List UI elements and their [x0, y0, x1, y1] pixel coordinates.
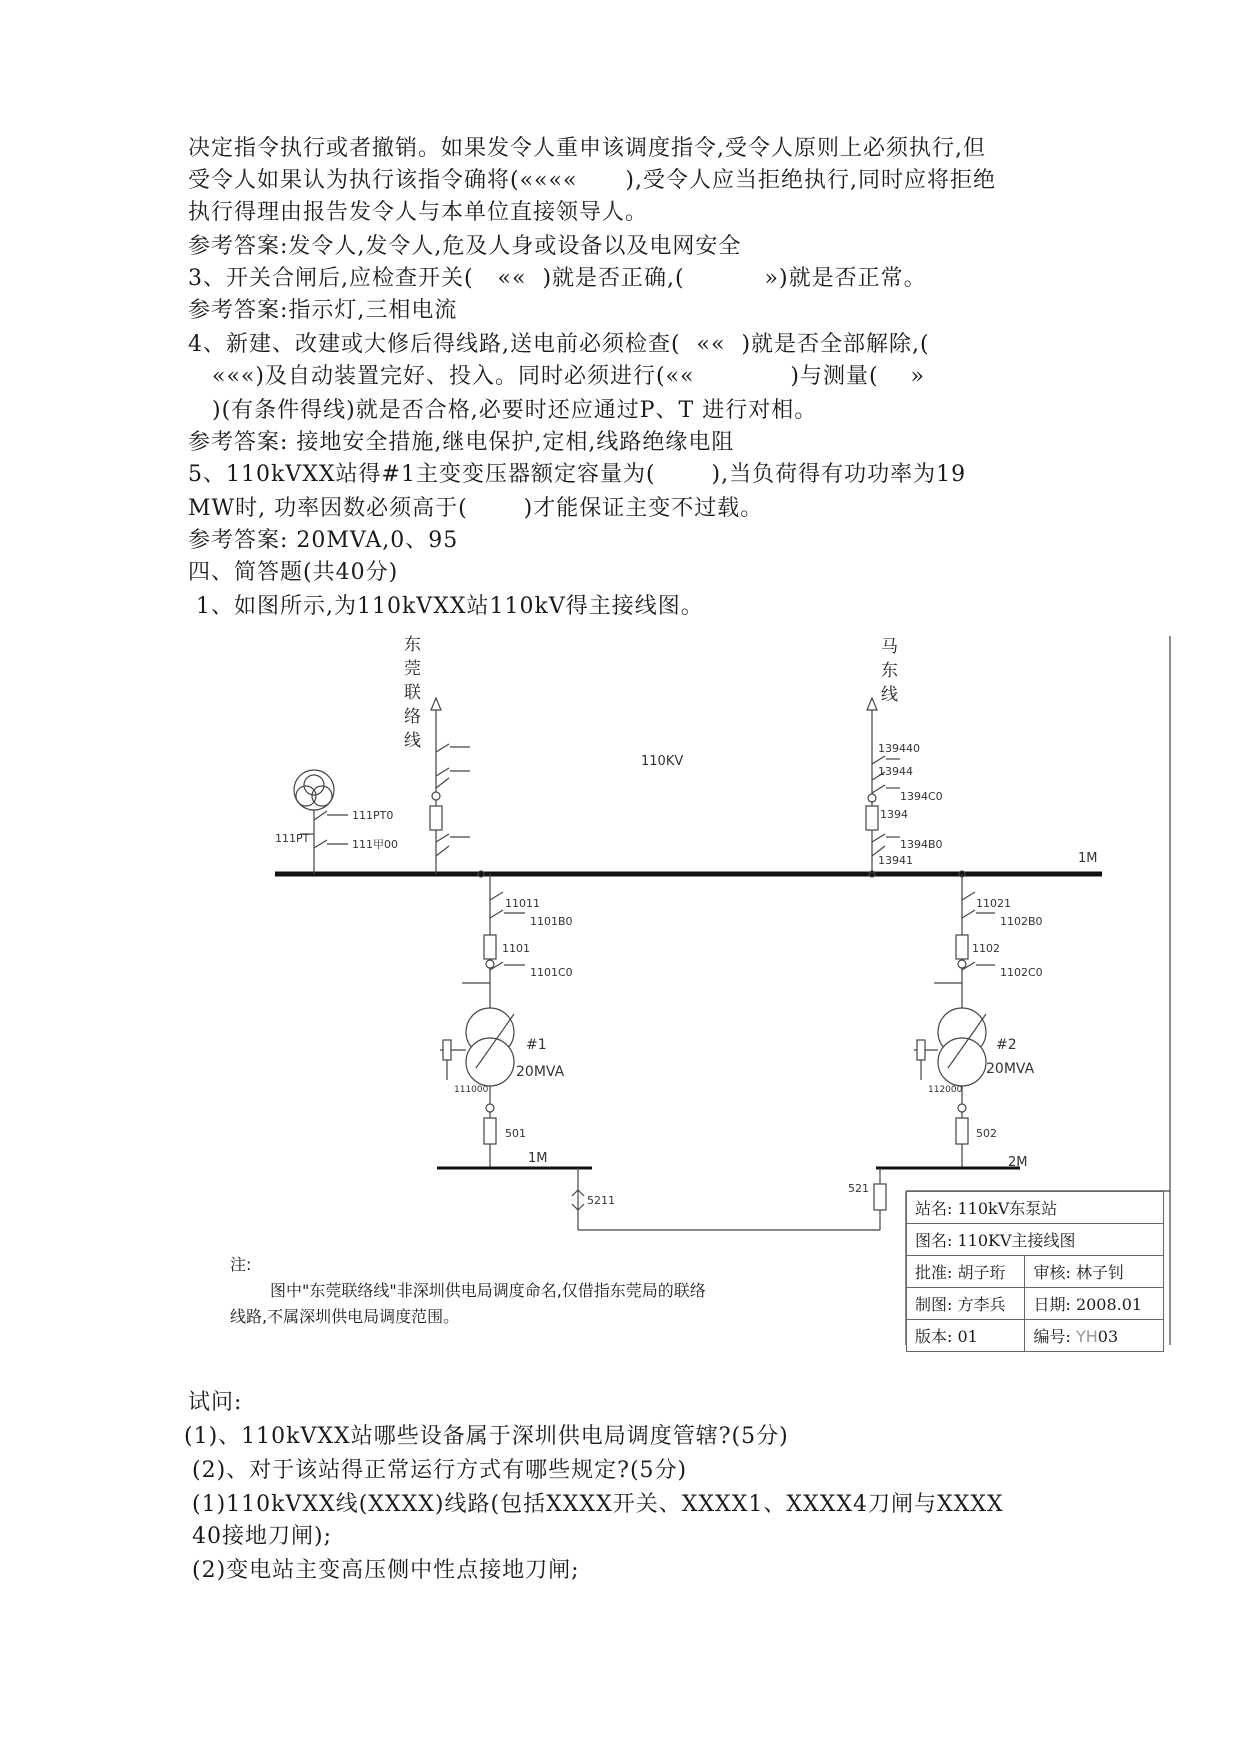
- bus-node: [478, 871, 484, 877]
- switch-label: 13944: [878, 765, 913, 778]
- switch-label: 11021: [976, 897, 1011, 910]
- sub-question: (1)、110kVXX站哪些设备属于深圳供电局调度管辖?(5分): [184, 1424, 789, 1449]
- question-3: 3、开关合闸后,应检查开关( «« )就是否正确,( »)就是否正常。: [188, 266, 927, 291]
- answer-line: 参考答案: 接地安全措施,继电保护,定相,线路绝缘电阻: [188, 430, 735, 455]
- feeder-madong: [866, 698, 900, 874]
- bus-tie: [572, 1168, 886, 1230]
- answer-item: 40接地刀闸);: [184, 1524, 332, 1549]
- bus-10kv-label: 1M: [528, 1151, 548, 1166]
- switch-label: 1101B0: [530, 915, 573, 928]
- transformer-name: #1: [526, 1037, 547, 1053]
- drawing-number: [1025, 1320, 1164, 1352]
- drafter: 制图: 方李兵: [907, 1288, 1025, 1320]
- drawing-number-digits: 03: [1097, 1327, 1119, 1346]
- switch-label: 11011: [505, 897, 540, 910]
- switch-label: 13941: [878, 854, 913, 867]
- text-line: 受令人如果认为执行该指令确将(«««« ),受令人应当拒绝执行,同时应将拒绝: [188, 168, 996, 193]
- switch-label: 1101: [502, 942, 530, 955]
- version: 版本: 01: [907, 1320, 1025, 1352]
- station-name: 站名: 110kV东泵站: [907, 1192, 1164, 1224]
- question-1-intro: 1、如图所示,为110kVXX站110kV得主接线图。: [188, 594, 704, 619]
- note-line: 线路,不属深圳供电局调度范围。: [230, 1307, 460, 1326]
- switch-label: 1394B0: [900, 838, 943, 851]
- text-line: )(有条件得线)就是否合格,必要时还应通过P、T 进行对相。: [188, 398, 818, 423]
- bus-10kv-label: 2M: [1008, 1155, 1028, 1170]
- switch-label: 1102C0: [1000, 966, 1043, 979]
- transformer-capacity: 20MVA: [986, 1061, 1035, 1077]
- switch-label: 502: [976, 1127, 997, 1140]
- transformer-name: #2: [996, 1037, 1017, 1053]
- answer-line: 参考答案:发令人,发令人,危及人身或设备以及电网安全: [188, 234, 742, 259]
- pt-switch-label: 111甲00: [352, 838, 398, 851]
- question-heading: 试问:: [188, 1390, 243, 1415]
- tie-switch-label: 5211: [587, 1194, 615, 1207]
- answer-line: 参考答案:指示灯,三相电流: [188, 298, 458, 323]
- feeder-dongguan: [430, 698, 470, 874]
- answer-item: (2)变电站主变高压侧中性点接地刀闸;: [184, 1558, 580, 1583]
- switch-label: 1394C0: [900, 790, 943, 803]
- date: 日期: 2008.01: [1025, 1288, 1164, 1320]
- switch-label: 1394: [880, 808, 908, 821]
- section-heading: 四、简答题(共40分): [188, 560, 399, 585]
- bus-110-label: 1M: [1078, 851, 1098, 866]
- text-line: «««)及自动装置完好、投入。同时必须进行(«« )与测量( »: [188, 364, 925, 389]
- line-name-madong: 马东线: [881, 637, 898, 705]
- switch-label: 139440: [878, 742, 920, 755]
- transformer-1-bay: [440, 874, 525, 1167]
- note-line: 图中"东莞联络线"非深圳供电局调度命名,仅借指东莞局的联络: [270, 1281, 706, 1300]
- switch-label: 1101C0: [530, 966, 573, 979]
- note-title: 注:: [230, 1255, 252, 1274]
- pt-symbol: [294, 770, 348, 874]
- title-block: [906, 1191, 1164, 1352]
- switch-label: 521: [848, 1182, 869, 1195]
- voltage-label: 110KV: [641, 754, 684, 769]
- sub-question: (2)、对于该站得正常运行方式有哪些规定?(5分): [184, 1458, 688, 1483]
- switch-label: 111000: [454, 1085, 489, 1095]
- question-5: 5、110kVXX站得#1主变变压器额定容量为( ),当负荷得有功功率为19: [188, 462, 967, 487]
- text-line: 决定指令执行或者撤销。如果发令人重申该调度指令,受令人原则上必须执行,但: [188, 136, 986, 161]
- switch-label: 1102B0: [1000, 915, 1043, 928]
- reviewer: 审核: 林子钊: [1025, 1256, 1164, 1288]
- question-4: 4、新建、改建或大修后得线路,送电前必须检查( «« )就是否全部解除,(: [188, 332, 930, 357]
- drawing-name: 图名: 110KV主接线图: [907, 1224, 1164, 1256]
- drawing-number-code: YH: [1075, 1327, 1098, 1346]
- text-line: 执行得理由报告发令人与本单位直接领导人。: [188, 200, 649, 225]
- transformer-capacity: 20MVA: [516, 1064, 565, 1080]
- answer-item: (1)110kVXX线(XXXX)线路(包括XXXX开关、XXXX1、XXXX4刀闸与XXXX: [184, 1492, 1004, 1517]
- drawing-number-prefix: 编号:: [1033, 1327, 1071, 1346]
- pt-switch-label: 111PT0: [352, 809, 394, 822]
- answer-line: 参考答案: 20MVA,0、95: [188, 528, 459, 553]
- line-name-dongguan: 东莞联络线: [404, 635, 421, 751]
- pt-label: 111PT: [275, 832, 310, 845]
- switch-label: 501: [505, 1127, 526, 1140]
- switch-label: 112000: [928, 1085, 963, 1095]
- approver: 批准: 胡子珩: [907, 1256, 1025, 1288]
- transformer-2-bay: [914, 874, 995, 1167]
- text-line: MW时, 功率因数必须高于( )才能保证主变不过载。: [188, 496, 764, 521]
- switch-label: 1102: [972, 942, 1000, 955]
